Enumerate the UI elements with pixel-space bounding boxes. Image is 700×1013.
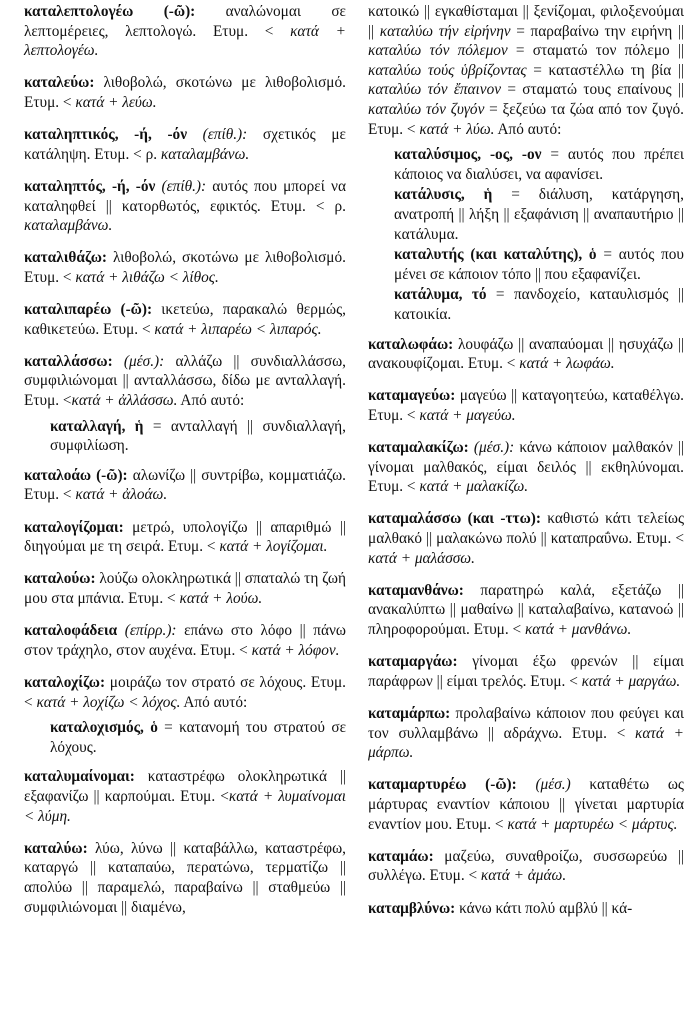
headword: καταλλάσσω:: [24, 352, 113, 370]
dictionary-entry: [24, 2, 346, 61]
headword: καταλογίζομαι:: [24, 518, 124, 536]
headword: καταλοχίζω:: [24, 673, 106, 691]
etymology: κατά + μανθάνω.: [521, 621, 632, 638]
grammar-note: (μέσ.):: [468, 439, 515, 457]
definition: καταστρέφω ολοκληρωτικά || εξαφανίζω || καρπούμαι. Ετυμ. <: [24, 768, 346, 805]
etymology: κατά + μαλακίζω.: [415, 478, 529, 496]
definition: μετρώ, υπολογίζω || απαριθμώ || διηγούμαι με τη σειρά. Ετυμ. <: [24, 518, 346, 556]
grammar-note: (μέσ.):: [112, 352, 165, 370]
definition: ικετεύω, παρακαλώ θερμώς, καθικετεύω. Ετυμ. <: [24, 301, 346, 338]
definition: = σταματώ τους επαίνους ||: [501, 81, 684, 99]
definition: καθιστώ κάτι τελείως μαλθακό || μαλακώνω πολύ || καταπραΰνω. Ετυμ. <: [368, 510, 684, 548]
definition: καταθέτω ως μάρτυρας εναντίον κάποιου ||: [368, 776, 684, 813]
left-column: [24, 2, 346, 930]
dictionary-entry: [24, 839, 346, 917]
dictionary-entry: [24, 621, 346, 660]
phrase: καταλύω τόν πόλεμον: [368, 42, 508, 60]
etymology: κατά + μάρπω.: [368, 724, 684, 762]
dictionary-entry: [24, 352, 346, 411]
phrase: καταλύω τόν ζυγόν: [368, 100, 485, 118]
definition: παρατηρώ καλά, εξετάζω || ανακαλύπτω || μαθαίνω || καταλαβαίνω, κατανοώ || πληροφορούμαι. Ετυμ. <: [368, 581, 684, 638]
grammar-note: (μέσ.): [516, 776, 571, 794]
definition: κατοικώ || εγκαθίσταμαι || ξενίζομαι, φιλοξενούμαι ||: [368, 3, 684, 40]
sub-entry: [50, 417, 346, 456]
headword: καταλύω:: [24, 839, 88, 857]
dictionary-entry: [24, 518, 346, 557]
definition: = καταστέλλω τη βία ||: [526, 61, 684, 79]
dictionary-entry: [368, 335, 684, 374]
derived-note: Από αυτό:: [177, 392, 245, 410]
dictionary-entry: [368, 704, 684, 763]
definition: λουφάζω || αναπαύομαι || ησυχάζω || ανακουφίζομαι. Ετυμ. <: [368, 335, 684, 373]
definition: λιθοβολώ, σκοτώνω με λιθοβολισμό. Ετυμ. <: [24, 249, 346, 286]
etymology: κατά + λεύω.: [71, 93, 157, 111]
headword: καταλιθάζω:: [24, 249, 108, 267]
phrase: καταλύω τήν εἰρήνην: [374, 22, 511, 40]
headword: καταλωφάω:: [368, 335, 454, 353]
definition: = αυτός που πρέπει κάποιος να διαλύσει, να αφανίσει.: [394, 146, 684, 183]
definition: = παραβαίνω την ειρήνη ||: [510, 22, 684, 40]
headword: καταλυμαίνομαι:: [24, 768, 135, 786]
dictionary-entry: [24, 125, 346, 164]
phrase: κατά + λύω.: [415, 120, 495, 138]
etymology: κατά + ἀλοάω.: [71, 486, 168, 504]
definition: λούζω ολοκληρωτικά || σπαταλώ τη ζωή μου στα μπάνια. Ετυμ. <: [24, 570, 347, 607]
headword: καταληπτός, -ή, -όν: [24, 177, 156, 195]
derived-note: Από αυτό:: [180, 693, 248, 711]
headword: καταμάω:: [368, 847, 434, 865]
etymology: κατά + λεπτολογέω.: [24, 22, 346, 60]
definition: επάνω στο λόφο || πάνω στον τράχηλο, στον αυχένα. Ετυμ. <: [24, 622, 347, 659]
definition: σχετικός με κατάληψη. Ετυμ. < ρ.: [24, 126, 346, 163]
etymology: καταλαμβάνω.: [157, 145, 250, 163]
dictionary-entry: [368, 509, 684, 568]
dictionary-entry: [24, 673, 346, 712]
definition: μαγεύω || καταγοητεύω, καταθέλγω. Ετυμ. <: [368, 387, 684, 424]
headword: καταλυτής (και καταλύτης), ὁ: [394, 246, 597, 264]
etymology: κατά + λογίζομαι.: [215, 538, 328, 556]
right-column: [368, 2, 684, 931]
etymology: κατά + μαγεύω.: [415, 406, 516, 424]
definition: αυτός που μπορεί να καταληφθεί || κατορθωτός, εφικτός. Ετυμ. < ρ.: [24, 177, 346, 215]
definition: λύω, λύνω || καταβάλλω, καταστρέφω, καταργώ || καταπαύω, περατώνω, τερματίζω || απολύω || παραμελώ, παραβαίνω || σταθμεύω || συμφιλιώνομαι || διαμένω,: [24, 839, 346, 916]
etymology: κατά + λυμαίνομαι < λύμη.: [24, 787, 347, 825]
definition: = αυτός που μένει σε κάποιον τόπο || που εξαφανίζει.: [394, 246, 684, 283]
sub-entry: [50, 718, 346, 757]
grammar-note: (επίρρ.):: [117, 622, 177, 640]
headword: καταμαλάσσω (και -ττω):: [368, 510, 541, 528]
definition: προλαβαίνω κάποιον που φεύγει και τον συλλαμβάνω || αδράχνω. Ετυμ. <: [368, 704, 684, 742]
etymology: κατά + μαρτυρέω < μάρτυς.: [503, 815, 678, 833]
phrase: καταλύω τόν ἔπαινον: [368, 81, 502, 99]
headword: καταμαργάω:: [368, 653, 458, 671]
headword: καταλούω:: [24, 570, 96, 588]
dictionary-entry: [24, 177, 346, 236]
definition: αναλώνομαι σε λεπτομέρειες, λεπτολογώ. Ετυμ. <: [24, 3, 346, 40]
etymology: κατά + ἀμάω.: [477, 867, 567, 885]
etymology: κατά + λωφάω.: [515, 355, 615, 373]
definition: γίνεται μαρτυρία εναντίον μου. Ετυμ. <: [368, 795, 684, 833]
definition: γίνομαι μαλθακός, είμαι δειλός || εκθηλύνομαι. Ετυμ. <: [368, 458, 684, 496]
sub-entry: [394, 285, 684, 324]
headword: καταλεύω:: [24, 74, 95, 92]
sub-entry: [394, 245, 684, 284]
definition: κάνω κάποιον μαλθακόν ||: [514, 439, 684, 457]
etymology: καταλαμβάνω.: [24, 217, 113, 235]
headword: κατάλυσις, ἡ: [394, 186, 493, 204]
headword: καταληπτικός, -ή, -όν: [24, 126, 188, 144]
headword: καταμβλύνω:: [368, 899, 456, 917]
headword: κατάλυμα, τό: [394, 286, 487, 304]
etymology: κατά + λούω.: [175, 590, 263, 607]
etymology: κατά + μαργάω.: [577, 672, 681, 690]
headword: καταμανθάνω:: [368, 581, 464, 599]
etymology: κατά + μαλάσσω.: [368, 549, 475, 567]
etymology: κατά + λιθάζω < λίθος.: [71, 268, 219, 286]
headword: καταλύσιμος, -ος, -ον: [394, 146, 542, 164]
etymology: κατά + λοχίζω < λόχος.: [32, 693, 181, 711]
dictionary-entry: [368, 899, 684, 919]
etymology: κατά + λόφον.: [247, 641, 340, 659]
dictionary-entry: [368, 581, 684, 640]
phrase: καταλύω τούς ὑβρίζοντας: [368, 61, 527, 79]
grammar-note: (επίθ.):: [187, 126, 248, 144]
definition: = κατανομή του στρατού σε λόχους.: [50, 719, 346, 756]
dictionary-entry: [24, 569, 346, 608]
dictionary-entry: [368, 847, 684, 886]
definition: μαζεύω, συναθροίζω, συσσωρεύω || συλλέγω. Ετυμ. <: [368, 847, 684, 885]
dictionary-entry: [24, 300, 346, 339]
headword: καταλεπτολογέω (-ῶ):: [24, 3, 196, 20]
definition: ανταλλάσσω, δίδω με ανταλλαγή. Ετυμ. <: [24, 372, 346, 410]
definition: Από αυτό:: [494, 120, 562, 138]
headword: καταλλαγή, ἡ: [50, 417, 144, 435]
etymology: κατά + ἀλλάσσω.: [71, 392, 178, 410]
definition: αλλάζω || συνδιαλλάσσω, συμφιλιώνομαι ||: [24, 352, 346, 390]
dictionary-entry: [24, 466, 346, 505]
definition: = ξεζεύω τα ζώα από τον ζυγό. Ετυμ. <: [368, 100, 684, 138]
headword: καταλοφάδεια: [24, 622, 118, 640]
headword: καταμαγεύω:: [368, 387, 456, 405]
dictionary-entry: [368, 438, 684, 497]
headword: καταλοχισμός, ὁ: [50, 719, 158, 737]
definition: γίνομαι έξω φρενών || είμαι παράφρων || είμαι τρελός. Ετυμ. <: [368, 653, 684, 690]
definition: αλωνίζω || συντρίβω, κομματιάζω. Ετυμ. <: [24, 466, 346, 504]
dictionary-entry: [24, 73, 346, 112]
headword: καταμαρτυρέω (-ῶ):: [368, 776, 517, 794]
definition: = διάλυση, κατάργηση, ανατροπή || λήξη || εξαφάνιση || αναπαυτήριο || κατάλυμα.: [394, 186, 684, 243]
headword: καταλιπαρέω (-ῶ):: [24, 301, 153, 319]
definition: λιθοβολώ, σκοτώνω με λιθοβολισμό. Ετυμ. <: [24, 74, 346, 111]
definition: = πανδοχείο, καταυλισμός || κατοικία.: [394, 286, 684, 323]
sub-entry: [394, 185, 684, 244]
sub-entry: [394, 145, 684, 184]
entry-continuation: [368, 2, 684, 139]
dictionary-entry: [24, 767, 346, 826]
definition: = σταματώ τον πόλεμο ||: [507, 42, 684, 60]
dictionary-entry: [24, 248, 346, 287]
dictionary-entry: [368, 775, 684, 834]
definition: = ανταλλαγή || συνδιαλλαγή, συμφιλίωση.: [50, 417, 346, 455]
headword: καταμάρπω:: [368, 704, 451, 722]
grammar-note: (επίθ.):: [155, 177, 207, 195]
definition: κάνω κάτι πολύ αμβλύ || κά-: [455, 899, 633, 917]
dictionary-entry: [368, 386, 684, 425]
headword: καταλοάω (-ῶ):: [24, 466, 128, 484]
definition: μοιράζω τον στρατό σε λόχους. Ετυμ. <: [24, 673, 346, 711]
headword: καταμαλακίζω:: [368, 439, 469, 457]
etymology: κατά + λιπαρέω < λιπαρός.: [150, 320, 322, 338]
dictionary-entry: [368, 652, 684, 691]
